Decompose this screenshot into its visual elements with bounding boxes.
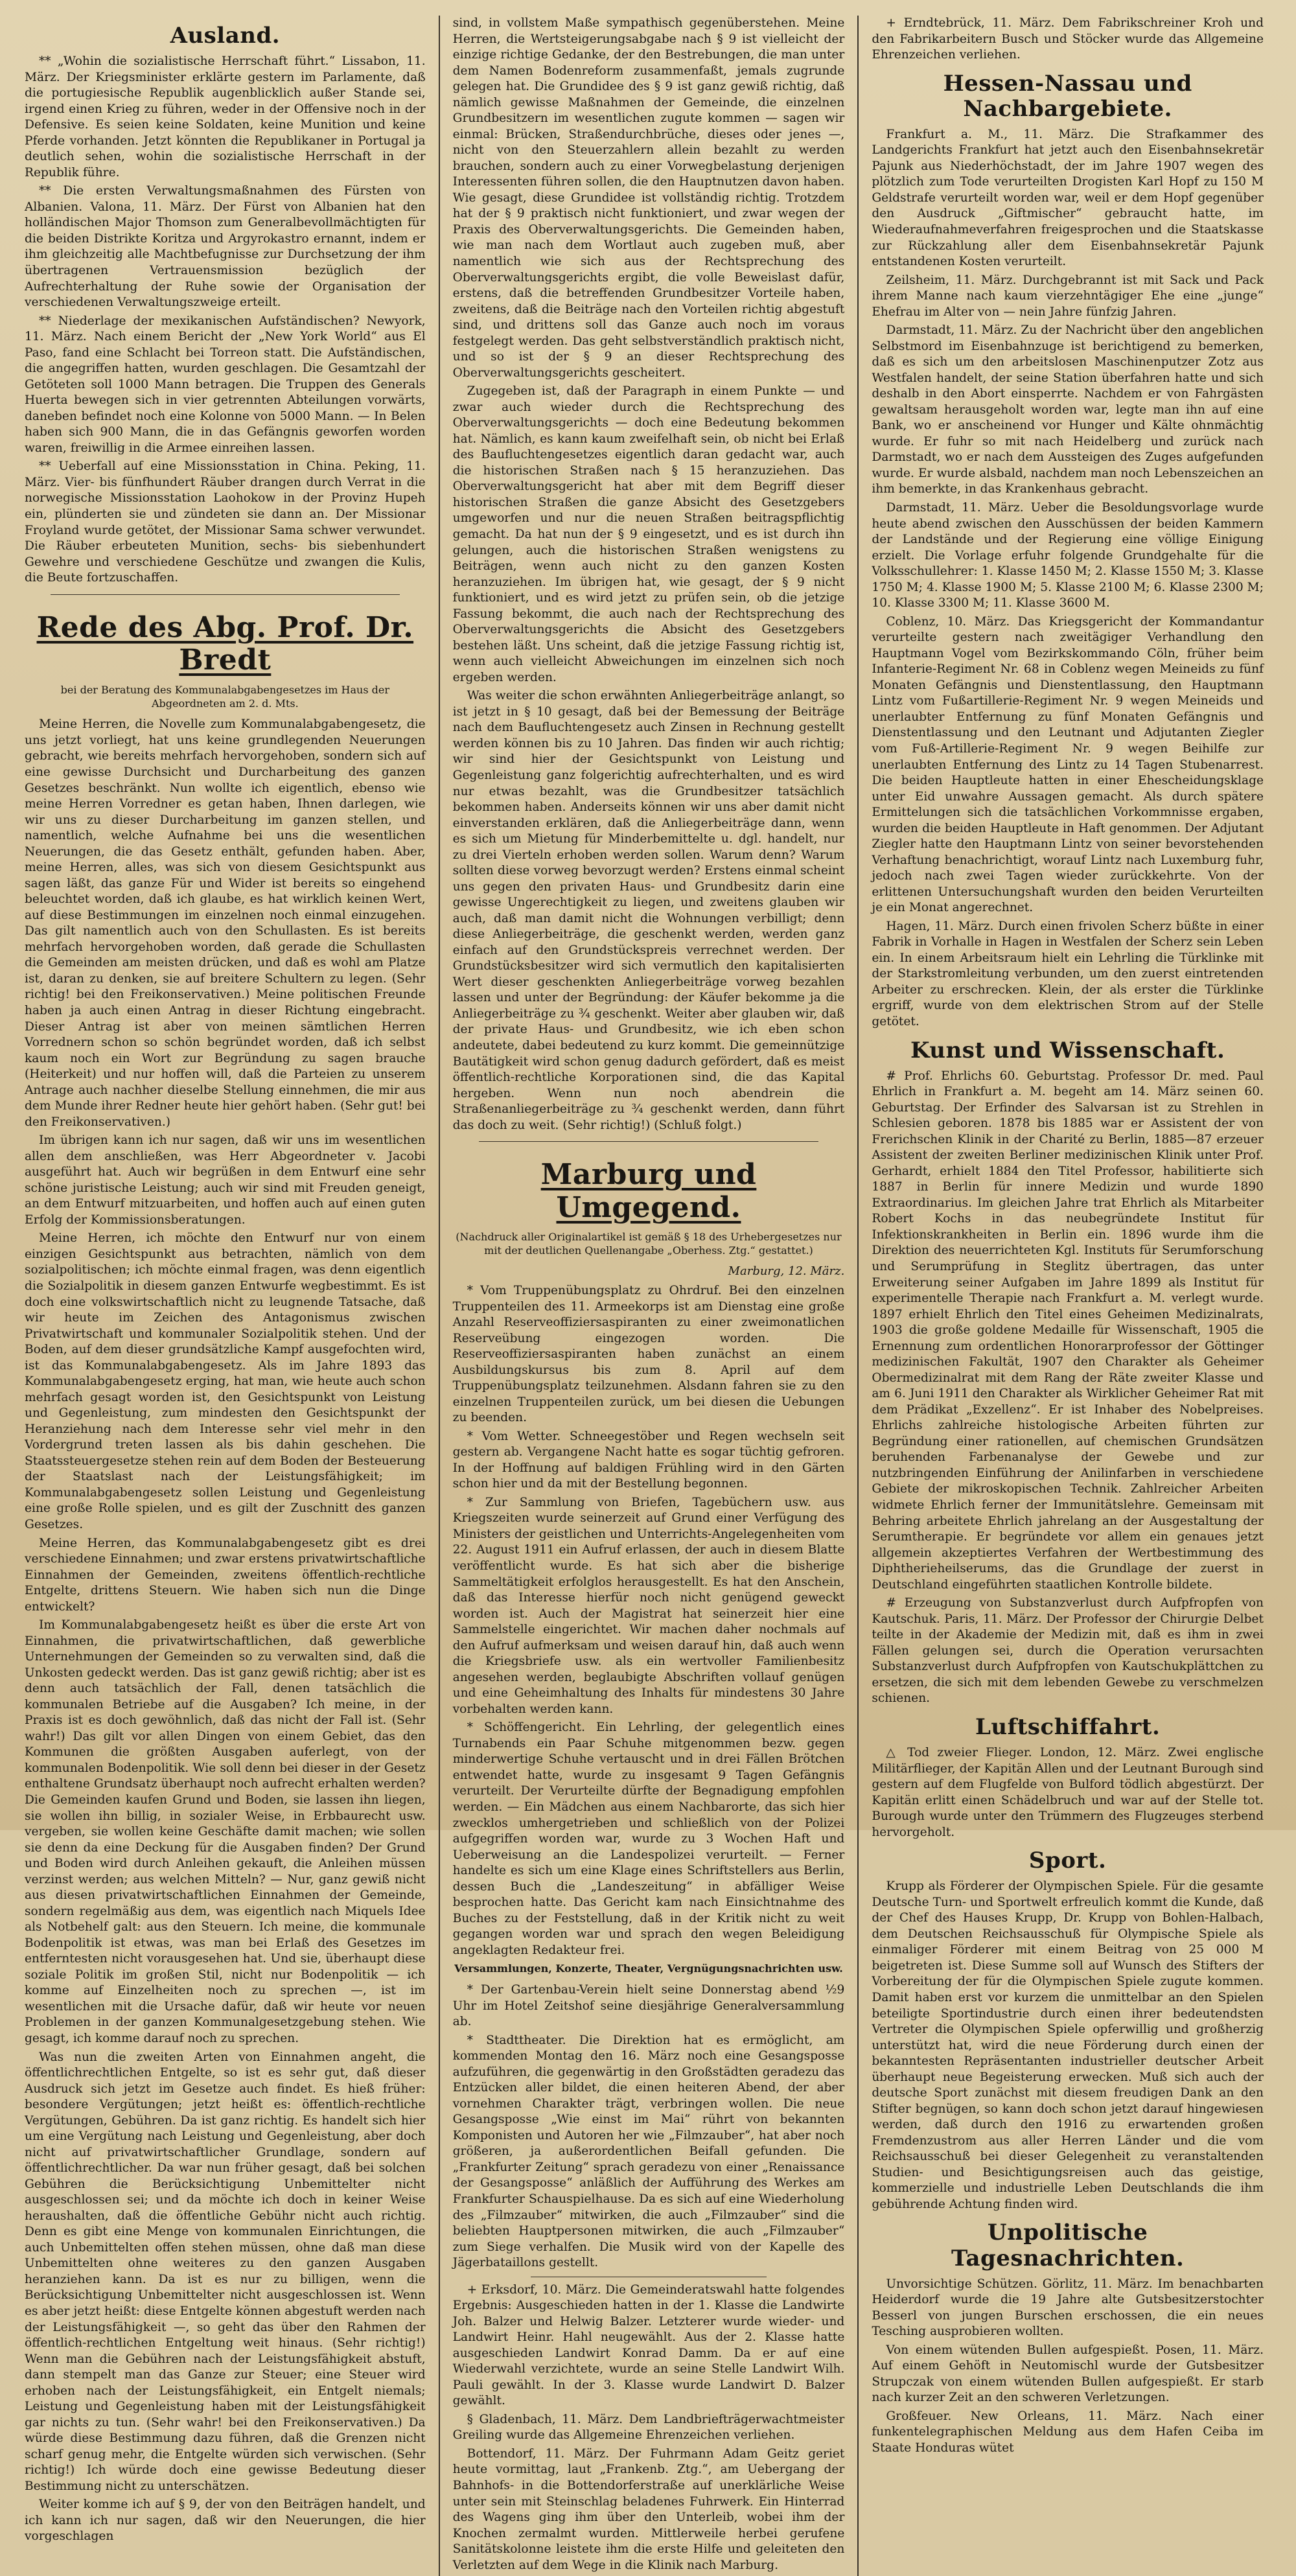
article-albanien: ** Die ersten Verwaltungsmaßnahmen des Fürsten von Albanien. Valona, 11. März. Der Fürst von Albanien hat den holländischen Major Thomson zum Generalbevollmächtigten für die beiden Distrikte Koritza und Argyrokastro ernannt, indem er ihm gleichzeitig alle Machtbefugnisse zur Durchsetzung der ihm übertragenen Vertrauensmission bezüglich der Aufrechterhaltung der Ruhe sowie der Organisation der verschiedenen Verwaltungszweige erteilt. <box>25 184 426 310</box>
section-heading-hessen-nassau: Hessen-Nassau und Nachbargebiete. <box>943 70 1192 122</box>
article-darmstadt-2: Darmstadt, 11. März. Ueber die Besoldungsvorlage wurde heute abend zwischen den Ausschüssen der beiden Kammern der Landstände und der Regierung eine völlige Einigung erzielt. Die Vorlage erfuhr folgende Grundgehalte für die Volksschullehrer: 1. Klasse 1450 M; 2. Klasse 1550 M; 3. Klasse 1750 M; 4. Klasse 1900 M; 5. Klasse 2100 M; 6. Klasse 2300 M; 10. Klasse 3300 M; 11. Klasse 3600 M. <box>872 501 1264 610</box>
article-kautschuk: # Erzeugung von Substanzverlust durch Aufpfropfen von Kautschuk. Paris, 11. März. Der Professor der Chirurgie Delbet teilte in der Akademie der Medizin mit, daß es ihm in zwei Fällen gelungen sei, durch die Operation verursachten Substanzverlust durch Aufpfropfen von Kautschukplättchen zu ersetzen, die sich mit dem lebenden Gewebe zu verschmelzen schienen. <box>872 1596 1264 1706</box>
reprint-notice: (Nachdruck aller Originalartikel ist gemäß § 18 des Urhebergesetzes nur mit der deutlichen Quellenangabe „Oberhess. Ztg.“ gestattet.) <box>456 1231 842 1257</box>
column-1 <box>19 16 439 2576</box>
speech-paragraph: Was nun die zweiten Arten von Einnahmen angeht, die öffentlichrechtlichen Entgelte, so ist es sehr gut, daß dieser Ausdruck sich jetzt im Gesetze auch findet. Es hieß früher: besondere Vergütungen; jetzt heißt es: öffentlich-rechtliche Vergütungen, Gebühren. Da ist ganz richtig. Es handelt sich hier um eine Vergütung nach Leistung und Gegenleistung, aber doch nicht auf privatwirtschaftlicher Grundlage, sondern auf öffentlichrechtlicher. Da war nun früher gesagt, daß bei solchen Gebühren die Berücksichtigung Unbemittelter nicht ausgeschlossen sei; und da möchte ich doch in keiner Weise heraushalten, daß die öffentliche Gebühr nicht auch richtig. Denn es gibt eine Menge von kommunalen Einrichtungen, die auch Unbemittelten offen stehen müssen, ohne daß man diese Unbemittelten ohne weiteres zu den ganzen Ausgaben heranziehen kann. Da ist es nur zu billigen, wenn die Berücksichtigung Unbemittelter nicht ausgeschlossen ist. Wenn es aber jetzt heißt: diese Entgelte können abgestuft werden nach der Leistungsfähigkeit —, so geht das über den Rahmen der öffentlich-rechtlichen Entgeltung weit hinaus. (Sehr richtig!) Wenn man die Gebühren nach der Leistungsfähigkeit abstuft, dann stempelt man das Ganze zur Steuer; eine Steuer wird erhoben nach der Leistungsfähigkeit, ein Entgelt niemals; Leistung und Gegenleistung haben mit der Leistungsfähigkeit gar nichts zu tun. (Sehr wahr! bei den Freikonservativen.) Da würde diese Bestimmung dazu führen, daß die Grenzen nicht scharf genug mehr, die Entgelte würden sich verwischen. (Sehr richtig!) Ich würde doch eine gewisse Bedeutung dieser Bestimmung nicht zu unterschätzen. <box>25 2050 426 2493</box>
article-zeilsheim: Zeilsheim, 11. März. Durchgebrannt ist mit Sack und Pack ihrem Manne nach kaum vierzehntägiger Ehe eine „junge“ Ehefrau im Alter von — nein Jahre fünfzig Jahren. <box>872 273 1264 319</box>
speech-continuation: Was weiter die schon erwähnten Anliegerbeiträge anlangt, so ist jetzt in § 10 gesagt, daß bei der Bemessung der Beiträge nach dem Baufluchtengesetz auch Zinsen in Rechnung gestellt werden können bis zu 10 Jahren. Das finden wir auch richtig; wir sind hier der Gesichtspunkt von Leistung und Gegenleistung ganz folgerichtig aufrechterhalten, und es wird nur etwas bezahlt, was die Grundbesitzer tatsächlich bekommen haben. Anderseits können wir uns aber damit nicht einverstanden erklären, daß die Anliegerbeiträge dann, wenn es sich um Mietung für Minderbemittelte u. dgl. handelt, nur zu drei Vierteln erhoben werden sollen. Warum denn? Warum sollten diese vorweg bevorzugt werden? Erstens einmal scheint uns gegen den privaten Haus- und Grundbesitz darin eine gewisse Ungerechtigkeit zu liegen, und zweitens glauben wir auch, daß man damit nicht die Wohnungen verbilligt; denn diese Anliegerbeiträge, die geschenkt werden, werden ganz einfach auf den Grundstückspreis verrechnet werden. Der Grundstücksbesitzer wird sich vermutlich den kapitalisierten Wert dieser geschenkten Anliegerbeiträge vorweg bezahlen lassen und unter der Begründung: der Käufer bekomme ja die Anliegerbeiträge zu ¾ geschenkt. Weiter aber glauben wir, daß der private Haus- und Grundbesitz, wie ich eben schon andeutete, dabei bedeutend zu kurz kommt. Die gemeinnützige Bautätigkeit wird schon genug dadurch gefördert, daß es meist öffentlich-rechtliche Korporationen sind, die das Kapital hergeben. Wenn nun noch abendrein die Straßenanliegerbeiträge zu ¾ geschenkt werden, dann führt das doch zu weit. (Sehr richtig!) (Schluß folgt.) <box>452 689 845 1132</box>
headline-marburg: Marburg und Umgegend. <box>540 1158 757 1224</box>
article-flieger: △ Tod zweier Flieger. London, 12. März. Zwei englische Militärflieger, der Kapitän Allen und der Leutnant Burough sind gestern auf dem Flugfelde von Bulford tödlich abgestürzt. Der Kapitän erlitt einen Schädelbruch und war auf der Stelle tot. Burough wurde unter den Trümmern des Flugzeuges sterbend hervorgeholt. <box>872 1745 1264 1839</box>
column-3 <box>857 16 1277 2576</box>
article-ehrlich: # Prof. Ehrlichs 60. Geburtstag. Professor Dr. med. Paul Ehrlich in Frankfurt a. M. begeht am 14. März seinen 60. Geburtstag. Der Erfinder des Salvarsan ist zu Strehlen in Schlesien geboren. 1878 bis 1885 war er Assistent der von Frerichschen Klinik in der Charité zu Berlin, 1885—87 erzeuer Assistent der zweiten Berliner medizinischen Klinik unter Prof. Gerhardt, erhielt 1884 den Titel Professor, habilitierte sich 1887 in Berlin für innere Medizin und wurde 1890 Extraordinarius. Im gleichen Jahre trat Ehrlich als Mitarbeiter Robert Kochs in das neubegründete Institut für Infektionskrankheiten in Berlin ein. 1896 wurde ihm die Direktion des neuerrichteten Kgl. Instituts für Serumforschung und Serumprüfung in Steglitz übertragen, das unter Erweiterung seiner Aufgaben im Jahre 1899 als Institut für experimentelle Therapie nach Frankfurt a. M. verlegt wurde. 1897 erhielt Ehrlich den Titel eines Geheimen Medizinalrats, 1903 die große goldene Medaille für Wissenschaft, 1905 die Ernennung zum ordentlichen Honorarprofessor der Göttinger medizinischen Fakultät, 1907 den Charakter als Geheimer Obermedizinalrat mit dem Rang der Räte zweiter Klasse und am 6. Juni 1911 den Charakter als Wirklicher Geheimer Rat mit dem Prädikat „Exzellenz“. Er ist Inhaber des Nobelpreises. Ehrlichs zahlreiche histologische Arbeiten führten zur Begründung einer rationellen, auf chemischen Grundsätzen beruhenden Farbenanalyse der Gewebe und zur nutzbringenden Einführung der Anilinfarben in verschiedene Gebiete der mikroskopischen Technik. Zahlreicher Arbeiten widmete Ehrlich ferner der Immunitätslehre. Gemeinsam mit Behring arbeitete Ehrlich jahrelang an der Ausgestaltung der Serumtherapie. Er begründete vor allem ein genaues jetzt allgemein akzeptiertes Verfahren der Wertbestimmung des Diphtherieheilserums, das die Grundlage der zuerst in Deutschland eingeführten staatlichen Kontrolle bildete. <box>872 1069 1264 1592</box>
columns <box>19 16 1277 2572</box>
article-mexiko: ** Niederlage der mexikanischen Aufständischen? Newyork, 11. März. Nach einem Bericht der „New York World“ aus El Paso, fand eine Schlacht bei Torreon statt. Die Aufständischen, die angegriffen hatten, wurden geschlagen. Die Gesamtzahl der Getöteten soll 1000 Mann betragen. Die Truppen des Generals Huerta bewegen sich in vier getrennten Abteilungen vorwärts, daneben befindet noch eine Kolonne von 5000 Mann. — In Belen haben sich 900 Mann, die in das Gefängnis geworfen worden waren, freiwillig in die Armee einreihen lassen. <box>25 314 426 455</box>
article-china: ** Ueberfall auf eine Missionsstation in China. Peking, 11. März. Vier- bis fünfhundert Räuber drangen durch Verrat in die norwegische Missionsstation Laohokow in der Provinz Hupeh ein, plünderten sie und zündeten sie dann an. Der Missionar Froyland wurde getötet, der Missionar Sama schwer verwundet. Die Räuber erbeuteten Munition, sechs- bis siebenhundert Gewehre und verschiedene Geschütze und zwangen die Kulis, die Beute fortzuschaffen. <box>25 459 426 585</box>
article-bottendorf: Bottendorf, 11. März. Der Fuhrmann Adam Geitz geriet heute vormittag, laut „Frankenb. Ztg.“, am Uebergang der Bahnhofs- in die Bottendorferstraße auf unerklärliche Weise unter sein mit Steinschlag beladenes Fuhrwerk. Ein Hinterrad des Wagens ging ihm über den Unterleib, wobei ihm der Knochen zermalmt wurden. Mittlerweile herbei gerufene Sanitätskolonne leistete ihm die erste Hilfe und geleiteten den Verletzten auf dem Wege in die Klinik nach Marburg. <box>452 2446 845 2572</box>
article-goerlitz: Unvorsichtige Schützen. Görlitz, 11. März. Im benachbarten Heiderdorf wurde die 19 Jahre alte Gutsbesitzerstochter Besserl von jungen Burschen erschossen, die ein neues Tesching ausprobieren wollten. <box>872 2277 1264 2339</box>
section-heading-versammlungen: Versammlungen, Konzerte, Theater, Vergnügungsnachrichten usw. <box>454 1962 843 1975</box>
speech-paragraph: Meine Herren, die Novelle zum Kommunalabgabengesetz, die uns jetzt vorliegt, hat uns keine grundlegenden Neuerungen gebracht, wie bereits mehrfach hervorgehoben, sondern sich auf eine gewisse Durchsicht und Durcharbeitung des ganzen Gesetzes beschränkt. Nun wollte ich eigentlich, ebenso wie meine Herren Vorredner es getan haben, Ihnen darlegen, wie wir uns zu dieser Durcharbeitung im ganzen stellen, und namentlich, welche Aufnahme bei uns die wesentlichen Neuerungen, die das Gesetz enthält, gefunden haben. Aber, meine Herren, alles, was sich von diesem Gesichtspunkt aus sagen läßt, das ganze Für und Wider ist bereits so eingehend beleuchtet worden, daß ich glaube, es hat wirklich keinen Wert, auf diese Bestimmungen im einzelnen noch einmal einzugehen. Das gilt namentlich auch von den Schullasten. Es ist bereits mehrfach hervorgehoben worden, daß gerade die Schullasten die Gemeinden am meisten drücken, und daß es wohl am Platze ist, daran zu denken, sie auf breitere Schultern zu legen. (Sehr richtig! bei den Freikonservativen.) Meine politischen Freunde haben ja auch einen Antrag in dieser Richtung eingebracht. Dieser Antrag ist aber von meinen sämtlichen Herren Vorrednern schon so schön begründet worden, daß ich selbst kaum noch ein Wort zur Begründung zu sagen brauche (Heiterkeit) und nur hoffen will, daß die Parteien zu unserem Antrage auch nachher dieselbe Stellung einnehmen, die mir aus dem Munde ihrer Redner heute hier gehört haben. (Sehr gut! bei den Freikonservativen.) <box>25 717 426 1129</box>
speech-continuation: Zugegeben ist, daß der Paragraph in einem Punkte — und zwar auch wieder durch die Rechtsprechung des Oberverwaltungsgerichts — doch eine Bedeutung bekommen hat. Nämlich, es kann kaum zweifelhaft sein, ob nicht bei Erlaß des Baufluchtengesetzes eigentlich daran gedacht war, auch die historischen Straßen nach § 15 heranzuziehen. Das Oberverwaltungsgericht hat aber mit dem Begriff dieser historischen Straßen die ganze Absicht des Gesetzgebers umgeworfen und nur die neuen Straßen beitragspflichtig gemacht. Da hat nun der § 9 eingesetzt, und es ist durch ihn gelungen, auch die historischen Straßen wenigstens zu Beiträgen, wenn auch nicht zu den ganzen Kosten heranzuziehen. Im übrigen hat, wie gesagt, der § 9 nicht funktioniert, und es wird jetzt zu prüfen sein, ob die jetzige Fassung bekommt, die auch nach der Rechtsprechung des Oberverwaltungsgerichts die Absicht des Gesetzgebers bestehen läßt. Uns scheint, daß die jetzige Fassung richtig ist, wenn auch vielleicht Abweichungen im einzelnen sich noch ergeben werden. <box>452 384 845 684</box>
section-heading-unpolitisch: Unpolitische Tagesnachrichten. <box>951 2220 1185 2271</box>
section-heading-kunst: Kunst und Wissenschaft. <box>910 1037 1225 1063</box>
article-posen: Von einem wütenden Bullen aufgespießt. Posen, 11. März. Auf einem Gehöft in Neutomischl wurde der Gutsbesitzer Strupczak von einem wütenden Bullen aufgespießt. Er starb nach kurzer Zeit an den schweren Verletzungen. <box>872 2343 1264 2405</box>
article-gartenbau: * Der Gartenbau-Verein hielt seine Donnerstag abend ½9 Uhr im Hotel Zeitshof seine diesjährige Generalversammlung ab. <box>452 1983 845 2029</box>
article-sammlung: * Zur Sammlung von Briefen, Tagebüchern usw. aus Kriegszeiten wurde seinerzeit auf Grund einer Verfügung des Ministers der geistlichen und Unterrichts-Angelegenheiten vom 22. August 1911 ein Aufruf erlassen, der auch in diesem Blatte veröffentlicht wurde. Es hat sich aber die bisherige Sammeltätigkeit erfolglos herausgestellt. Es hat den Anschein, daß das Interesse hierfür noch nicht genügend geweckt worden ist. Auch der Magistrat hat seinerzeit hier eine Sammelstelle eingerichtet. Wir machen daher nochmals auf den Aufruf aufmerksam und weisen darauf hin, daß auch wenn die Kriegsbriefe usw. als ein wertvoller Familienbesitz angesehen werden, beglaubigte Abschriften vollauf genügen und eine Geheimhaltung des Inhalts für mindestens 30 Jahre vorbehalten werden kann. <box>452 1495 845 1716</box>
section-heading-luftschiffahrt: Luftschiffahrt. <box>975 1713 1161 1740</box>
article-erksdorf: + Erksdorf, 10. März. Die Gemeinderatswahl hatte folgendes Ergebnis: Ausgeschieden hatten in der 1. Klasse die Landwirte Joh. Balzer und Helwig Balzer. Letzterer wurde wieder- und Landwirt Heinr. Hahl neugewählt. Aus der 2. Klasse hatte ausgeschieden Landwirt Konrad Damm. Da er auf eine Wiederwahl verzichtete, wurde an seine Stelle Landwirt Wilh. Pauli gewählt. In der 3. Klasse wurde Landwirt D. Balzer gewählt. <box>452 2282 845 2408</box>
divider <box>51 594 400 595</box>
article-new-orleans: Großfeuer. New Orleans, 11. März. Nach einer funkentelegraphischen Meldung aus dem Hafen Ceiba im Staate Honduras wütet <box>872 2409 1264 2455</box>
section-heading-sport: Sport. <box>1028 1848 1107 1874</box>
article-hagen: Hagen, 11. März. Durch einen frivolen Scherz büßte in einer Fabrik in Vorhalle in Hagen in Westfalen der Scherz sein Leben ein. In einem Arbeitsraum hielt ein Lehrling die Türklinke mit der Starkstromleitung verbunden, um den zuerst eintretenden Arbeiter zu erschrecken. Klein, der als erster die Türklinke ergriff, wurde von dem elektrischen Strom auf der Stelle getötet. <box>872 919 1264 1028</box>
speech-paragraph: Meine Herren, ich möchte den Entwurf nur von einem einzigen Gesichtspunkt aus betrachten, nämlich von dem sozialpolitischen; ich möchte einmal fragen, was denn eigentlich die Sozialpolitik in diesem ganzen Entwurfe wegbestimmt. Es ist doch eine volkswirtschaftlich nicht zu leugnende Tatsache, daß wir heute im Zeichen des Antagonismus zwischen Privatwirtschaft und kommunaler Sozialpolitik stehen. Und der Boden, auf dem dieser grundsätzliche Kampf ausgefochten wird, ist das Kommunalabgabengesetz. Als im Jahre 1893 das Kommunalabgabengesetz erging, hat man, wie heute auch schon mehrfach gesagt worden ist, den Gesichtspunkt von Leistung und Gegenleistung, zum mindesten den Gesichtspunkt der Heranziehung nach dem Interesse sehr viel mehr in den Vordergrund treten lassen als bis dahin geschehen. Die Staatssteuergesetze stehen rein auf dem Boden der Besteuerung der Staatslast nach der Leistungsfähigkeit; im Kommunalabgabengesetz sollen Leistung und Gegenleistung eine große Rolle spielen, und es gilt der Zuschnitt des ganzen Gesetzes. <box>25 1231 426 1531</box>
article-lissabon: ** „Wohin die sozialistische Herrschaft führt.“ Lissabon, 11. März. Der Kriegsminister erklärte gestern im Parlamente, daß die portugiesische Republik augenblicklich außer Stande sei, irgend einen Krieg zu führen, weder in der Offensive noch in der Defensive. Es seien keine Soldaten, keine Munition und keine Pferde vorhanden. Jetzt könnten die Republikaner in Portugal ja deutlich sehen, wohin die sozialistische Herrschaft in der Republik führe. <box>25 54 426 180</box>
speech-paragraph: Im übrigen kann ich nur sagen, daß wir uns im wesentlichen allen dem anschließen, was Herr Abgeordneter v. Jacobi ausgeführt hat. Auch wir begrüßen in dem Entwurf eine sehr schöne juristische Leistung; auch wir sind mit Freuden geneigt, an dem Entwurf mitzuarbeiten, und hoffen auch auf einen guten Erfolg der Kommissionsberatungen. <box>25 1133 426 1227</box>
speech-paragraph: Weiter komme ich auf § 9, der von den Beiträgen handelt, und ich kann ich nur sagen, daß wir den Neuerungen, die hier vorgeschlagen <box>25 2498 426 2544</box>
speech-paragraph: Im Kommunalabgabengesetz heißt es über die erste Art von Einnahmen, die privatwirtschaftlichen, daß gewerbliche Unternehmungen der Gemeinden so zu verwalten sind, daß die Unkosten gedeckt werden. Das ist ganz gewiß richtig; aber ist es denn auch tatsächlich der Fall, denen tatsächlich die kommunalen Betriebe auf die Ausgaben? Ich meine, in der Praxis ist es doch gewöhnlich, daß das nicht der Fall ist. (Sehr wahr!) Das gilt vor allen Dingen von einem Gebiet, das den Kommunen die größten Ausgaben auferlegt, von der kommunalen Bodenpolitik. Wie soll denn bei dieser in der Gesetz enthaltene Grundsatz überhaupt noch aufrecht erhalten werden? Die Gemeinden kaufen Grund und Boden, sie lassen ihn liegen, sie wollen ihn billig, in sozialer Weise, in Erbbaurecht usw. vergeben, sie wollen keine Geschäfte damit machen; wie sollen sie denn da eine Deckung für die Ausgaben finden? Der Grund und Boden wird durch Anleihen gekauft, die Anleihen müssen verzinst werden; aus welchen Mitteln? — Nur, ganz gewiß nicht aus diesen privatwirtschaftlichen Einnahmen der Gemeinde, sondern regelmäßig aus dem, was eigentlich nach Miquels Idee als Notbehelf galt: aus den Steuern. Ich meine, die kommunale Bodenpolitik ist etwas, was man bei Erlaß des Gesetzes im entferntesten nicht vorausgesehen hat. Und sie, überhaupt diese soziale Politik im großen Stil, nicht nur Bodenpolitik — ich komme auf Einzelheiten noch zu sprechen —, ist im wesentlichen mit die Ursache dafür, daß wir heute vor neuen Problemen in der ganzen Kommunalgesetzgebung stehen. Wie gesagt, ich komme darauf noch zu sprechen. <box>25 1618 426 2045</box>
speech-paragraph: Meine Herren, das Kommunalabgabengesetz gibt es drei verschiedene Einnahmen; und zwar erstens privatwirtschaftliche Einnahmen der Gemeinden, zweitens öffentlich-rechtliche Entgelte, drittens Steuern. Wie haben sich nun die Dinge entwickelt? <box>25 1536 426 1614</box>
column-2 <box>439 16 858 2576</box>
article-stadttheater: * Stadttheater. Die Direktion hat es ermöglicht, am kommenden Montag den 16. März noch eine Gesangsposse aufzuführen, die gegenwärtig in den Großstädten geradezu das Entzücken aller bildet, die einen heiteren Abend, der aber vornehmen Charakter trägt, verbringen wollen. Die neue Gesangsposse „Wie einst im Mai“ rührt von bekannten Komponisten und Autoren her wie „Filmzauber“, hat aber noch größeren, ja außerordentlichen Beifall gefunden. Die „Frankfurter Zeitung“ sprach geradezu von einer „Renaissance der Gesangsposse“ anläßlich der Aufführung des Werkes am Frankfurter Schauspielhause. Da es sich auf eine Wiederholung des „Filmzauber“ mitwirken, die auch „Filmzauber“ sind die beliebten Hauptpersonen mitwirken, die auch „Filmzauber“ zum Siege verhalfen. Die Musik wird von der Kapelle des Jägerbataillons gestellt. <box>452 2033 845 2270</box>
section-heading-ausland: Ausland. <box>170 23 281 49</box>
dateline-marburg: Marburg, 12. März. <box>728 1264 845 1278</box>
article-schoeffengericht: * Schöffengericht. Ein Lehrling, der gelegentlich eines Turnabends ein Paar Schuhe mitgenommen bezw. gegen minderwertige Schuhe vertauscht und in drei Fällen Brötchen entwendet hatte, wurde zu insgesamt 9 Tagen Gefängnis verurteilt. Der Verurteilte dürfte der Begnadigung empfohlen werden. — Ein Mädchen aus einem Nachbarorte, das sich hier zwecklos umhergetrieben und schließlich von der Polizei aufgegriffen worden war, wurde zu 3 Wochen Haft und Ueberweisung an die Landespolizei verurteilt. — Ferner handelte es sich um eine Klage eines Schriftstellers aus Berlin, dessen Buch die „Landeszeitung“ in abfälliger Weise besprochen hatte. Das Gericht kam nach Einsichtnahme des Buches zu der Feststellung, daß in der Kritik nicht zu weit gegangen worden war und sprach den wegen Beleidigung angeklagten Redakteur frei. <box>452 1721 845 1957</box>
article-krupp: Krupp als Förderer der Olympischen Spiele. Für die gesamte Deutsche Turn- und Sportwelt erfreulich kommt die Kunde, daß der Chef des Hauses Krupp, Dr. Krupp von Bohlen-Halbach, dem Deutschen Reichsausschuß für Olympische Spiele als einmaliger Förderer mit einem Beitrag von 25 000 M beigetreten ist. Diese Summe soll auf Wunsch des Stifters der Vorbereitung der für die Olympischen Spiele zugute kommen. Damit haben erst vor kurzem die unmittelbar an den Spielen beteiligte Sportindustrie durch einen ihrer bedeutendsten Vertreter die Olympischen Spiele opferwillig und großherzig unterstützt hat, wird die neue Förderung durch einen der bekanntesten Repräsentanten industrieller deutscher Arbeit überhaupt neue Begeisterung erwecken. Muß sich auch der deutsche Sport zunächst mit diesem freudigen Dank an den Stifter begnügen, so kann doch schon jetzt darauf hingewiesen werden, daß durch den 1916 zu erwartenden großen Fremdenzustrom aus aller Herren Länder und die vom Reichsausschuß bei dieser Gelegenheit zu veranstaltenden Studien- und Besichtigungsreisen auch das geistige, kommerzielle und industrielle Leben Deutschlands die ihm gebührende Achtung finden wird. <box>872 1879 1264 2211</box>
headline-rede-bredt: Rede des Abg. Prof. Dr. Bredt <box>36 610 414 677</box>
article-erndtebrueck: + Erndtebrück, 11. März. Dem Fabrikschreiner Kroh und den Fabrikarbeitern Busch und Stöcker wurde das Allgemeine Ehrenzeichen verliehen. <box>872 16 1264 62</box>
article-ohrdruf: * Vom Truppenübungsplatz zu Ohrdruf. Bei den einzelnen Truppenteilen des 11. Armeekorps ist am Dienstag eine große Anzahl Reserveoffiziersaspiranten zu einer zweimonatlichen Reserveübung eingezogen worden. Die Reserveoffiziersaspiranten haben zunächst an einem Ausbildungskursus bis zum 8. April auf dem Truppenübungsplatz teilzunehmen. Alsdann fahren sie zu den einzelnen Truppenteilen zurück, um bei diesen die Uebungen zu beenden. <box>452 1283 845 1425</box>
article-coblenz: Coblenz, 10. März. Das Kriegsgericht der Kommandantur verurteilte gestern nach zweitägiger Verhandlung den Hauptmann Vogel vom Bezirkskommando Cöln, früher beim Infanterie-Regiment Nr. 68 in Coblenz wegen Meineids zu fünf Monaten Gefängnis und Dienstentlassung, den Hauptmann Lintz vom Fußartillerie-Regiment Nr. 9 wegen Meineids und unerlaubter Entfernung zu fünf Monaten Gefängnis und Dienstentlassung und den Leutnant und Adjutanten Ziegler vom Fuß-Artillerie-Regiment Nr. 9 wegen Beihilfe zur unerlaubten Entfernung des Lintz zu 14 Tagen Stubenarrest. Die beiden Hauptleute hatten in einer Ehescheidungsklage unter Eid unwahre Aussagen gemacht. Als durch spätere Ermittelungen sich die tatsächlichen Vorkommnisse ergaben, wurden die beiden Hauptleute in Haft genommen. Der Adjutant Ziegler hatte den Hauptmann Lintz von seiner bevorstehenden Verhaftung benachrichtigt, worauf Lintz nach Luxemburg fuhr, jedoch nach zwei Tagen wieder zurückkehrte. Von der erlittenen Untersuchungshaft wurden den beiden Verurteilten je ein Monat angerechnet. <box>872 614 1264 915</box>
article-darmstadt-1: Darmstadt, 11. März. Zu der Nachricht über den angeblichen Selbstmord im Eisenbahnzuge ist berichtigend zu bemerken, daß es sich um den arbeitslosen Maschinenputzer Zotz aus Westfalen handelt, der seine Station überfahren hatte und sich deshalb in den Abort einsperrte. Nachdem er von Fahrgästen gewaltsam herausgeholt worden war, legte man ihn auf eine Bank, wo er anscheinend vor Hunger und Kälte ohnmächtig wurde. Er fuhr so mit nach Heidelberg und zurück nach Darmstadt, wo er nach dem Aussteigen des Zuges aufgefunden wurde. Er wurde alsbald, nachdem man noch Lebenszeichen an ihm bemerkte, in das Krankenhaus gebracht. <box>872 323 1264 496</box>
speech-continuation: sind, in vollstem Maße sympathisch gegenüberstehen. Meine Herren, die Wertsteigerungsabgabe nach § 9 ist vielleicht der einzige richtige Gedanke, der den Bestrebungen, die man unter dem Namen Bodenreform zusammenfaßt, jemals zugrunde gelegen hat. Die Grundidee des § 9 ist ganz gewiß richtig, daß nämlich gewisse Maßnahmen der Gemeinde, die einzelnen Grundbesitzern im wesentlichen zugute kommen — sagen wir einmal: Brücken, Straßendurchbrüche, dieses oder jenes —, nicht von den Steuerzahlern allein bezahlt zu werden brauchen, sondern auch zu einer Vorwegbelastung derjenigen Interessenten führen sollen, die den Hauptnutzen davon haben. Wie gesagt, diese Grundidee ist vollständig richtig. Trotzdem hat der § 9 praktisch nicht funktioniert, und zwar wegen der Praxis des Oberverwaltungsgerichts. Die Gemeinden haben, wie man nach dem Wortlaut auch zugeben muß, aber namentlich wie sich aus der Rechtsprechung des Oberverwaltungsgerichts ergibt, die volle Beweislast dafür, erstens, daß die betreffenden Grundbesitzer Vorteile haben, zweitens, daß die Beiträge nach den Vorteilen richtig abgestuft sind, und drittens soll das Ganze auch noch im voraus festgelegt werden. Das geht selbstverständlich praktisch nicht, und so ist der § 9 an dieser Rechtsprechung des Oberverwaltungsgerichts gescheitert. <box>452 16 845 380</box>
article-gladenbach: § Gladenbach, 11. März. Dem Landbriefträgerwachtmeister Greiling wurde das Allgemeine Ehrenzeichen verliehen. <box>452 2412 845 2443</box>
article-frankfurt: Frankfurt a. M., 11. März. Die Strafkammer des Landgerichts Frankfurt hat jetzt auch den Eisenbahnsekretär Pajunk aus Niederhöchstadt, der im Jahre 1907 wegen des plötzlich zum Tode verurteilten Drogisten Karl Hopf zu 150 M Geldstrafe verurteilt worden war, weil er dem Hopf gegenüber den Ausdruck „Giftmischer“ gebraucht hatte, im Wiederaufnahmeverfahren freigesprochen und die Staatskasse zur Rückzahlung aller dem Eisenbahnsekretär Pajunk entstandenen Kosten verurteilt. <box>872 127 1264 269</box>
divider <box>479 1141 819 1142</box>
subheading-rede: bei der Beratung des Kommunalabgabengesetzes im Haus der Abgeordneten am 2. d. Mts. <box>60 683 389 710</box>
article-wetter: * Vom Wetter. Schneegestöber und Regen wechseln seit gestern ab. Vergangene Nacht hatte es sogar tüchtig gefroren. In der Hoffnung auf baldigen Frühling wird in den Gärten schon hier und da mit der Bestellung begonnen. <box>452 1429 845 1491</box>
